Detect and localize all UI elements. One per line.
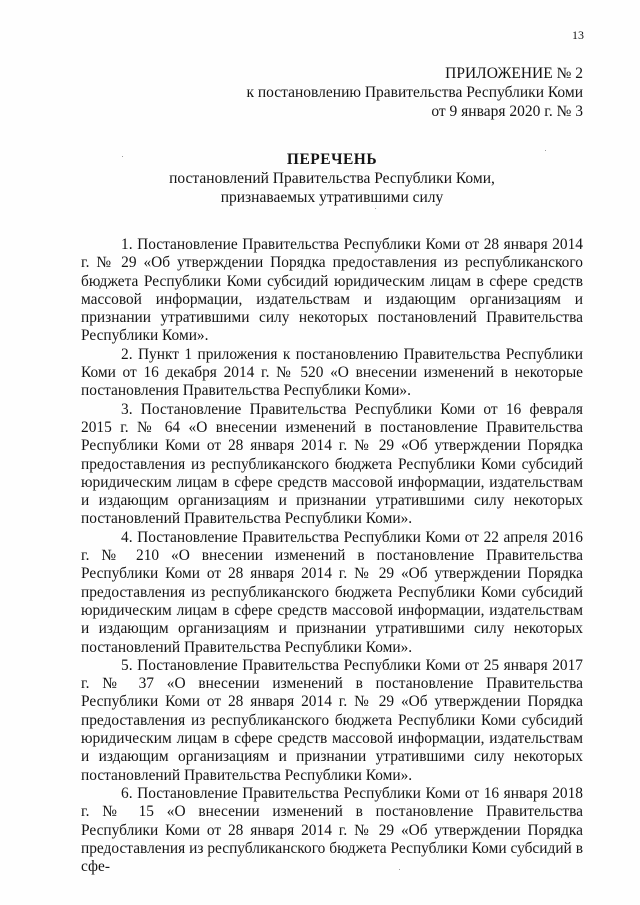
scan-speck [122,156,123,157]
document-subtitle-line2: признаваемых утратившими силу [220,189,444,206]
document-subtitle-line1: постановлений Правительства Республики Коми, [169,170,495,187]
document-heading [80,150,584,207]
document-title: ПЕРЕЧЕНЬ [286,151,378,168]
list-of-resolutions [81,236,583,876]
list-item: 6. Постановление Правительства Республики Коми от 16 января 2018 г. № 15 «О внесении изменений в постановление Правительства Республики Коми от 28 января 2014 г. № 29 «Об утверждении Порядка предоставления из республиканского бюджета Республики Коми субсидий в сфе- [81,784,583,876]
scan-speck [375,208,376,209]
list-item: 3. Постановление Правительства Республики Коми от 16 февраля 2015 г. № 64 «О внесении изменений в постановление Правительства Республики Коми от 28 января 2014 г. № 29 «Об утверждении Порядка предоставления из республиканского бюджета Республики Коми субсидий юридическим лицам в сфере средств массовой информации, издательствам и издающим организациям и признании утратившими силу некоторых постановлений Правительства Республики Коми». [81,400,583,528]
list-item: 2. Пункт 1 приложения к постановлению Правительства Республики Коми от 16 декабря 2014 г. № 520 «О внесении изменений в некоторые постановления Правительства Республики Коми». [81,345,583,400]
appendix-date: от 9 января 2020 г. № 3 [431,103,583,120]
appendix-title: ПРИЛОЖЕНИЕ № 2 [445,65,583,82]
list-item: 5. Постановление Правительства Республики Коми от 25 января 2017 г. № 37 «О внесении изменений в постановление Правительства Республики Коми от 28 января 2014 г. № 29 «Об утверждении Порядка предоставления из республиканского бюджета Республики Коми субсидий юридическим лицам в сфере средств массовой информации, издательствам и издающим организациям и признании утратившими силу некоторых постановлений Правительства Республики Коми». [81,656,583,784]
appendix-block [183,64,583,121]
scan-speck [545,150,546,151]
list-item: 1. Постановление Правительства Республики Коми от 28 января 2014 г. № 29 «Об утверждении Порядка предоставления из республиканского бюджета Республики Коми субсидий юридическим лицам в сфере средств массовой информации, издательствам и издающим организациям и признании утратившими силу некоторых постановлений Правительства Республики Коми». [81,236,583,345]
scan-speck [399,869,400,870]
list-item: 4. Постановление Правительства Республики Коми от 22 апреля 2016 г. № 210 «О внесении изменений в постановление Правительства Республики Коми от 28 января 2014 г. № 29 «Об утверждении Порядка предоставления из республиканского бюджета Республики Коми субсидий юридическим лицам в сфере средств массовой информации, издательствам и издающим организациям и признании утратившими силу некоторых постановлений Правительства Республики Коми». [81,528,583,656]
appendix-resolution-ref: к постановлению Правительства Республики Коми [246,84,583,101]
page-number: 13 [572,28,584,42]
